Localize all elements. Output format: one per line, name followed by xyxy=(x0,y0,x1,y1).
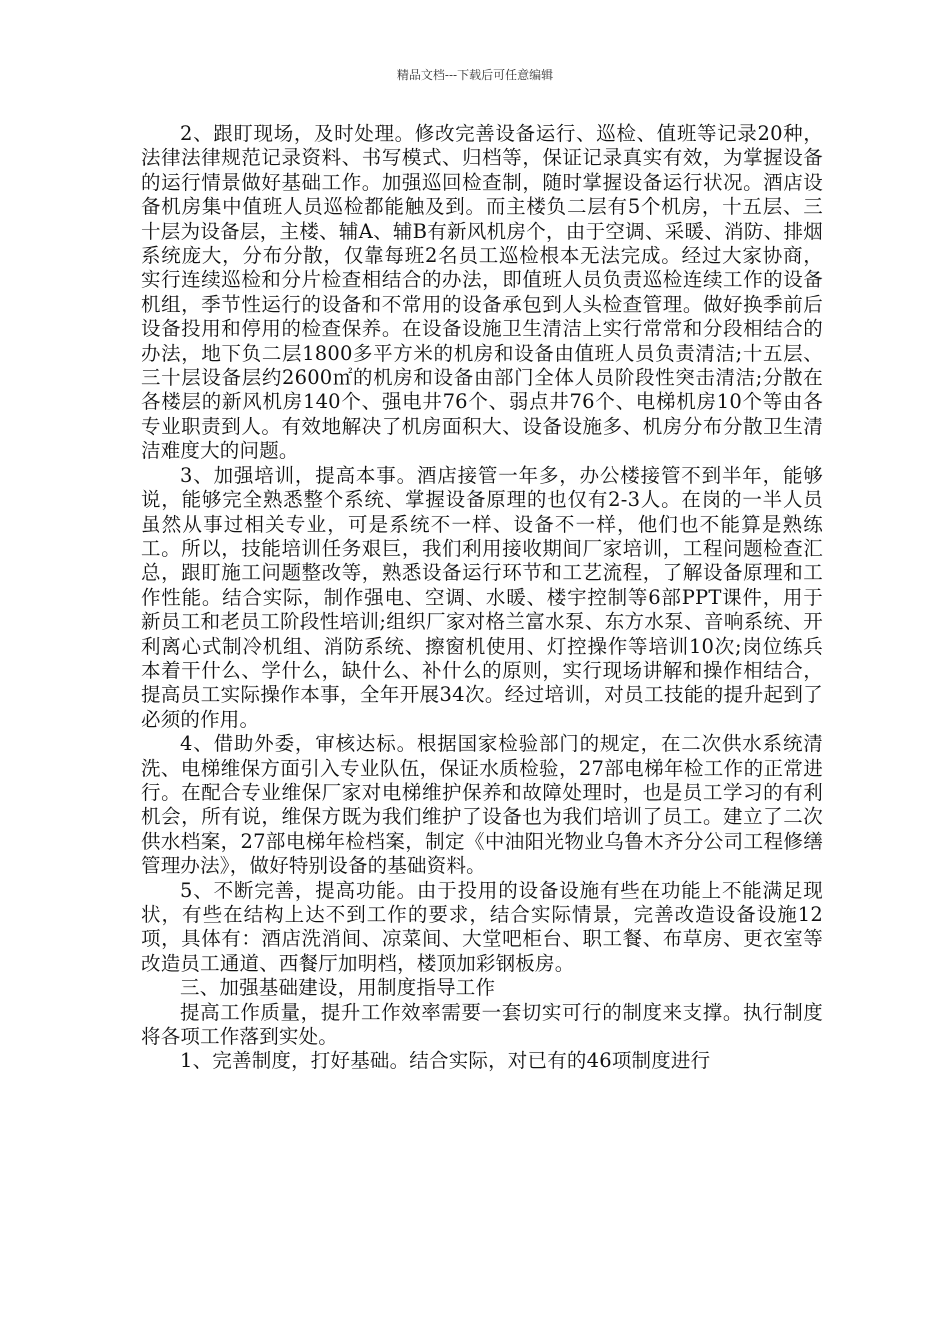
paragraph-5-improvement: 5、不断完善，提高功能。由于投用的设备设施有些在功能上不能满足现状，有些在结构上达不到工作的要求，结合实际情景，完善改造设备设施12项，具体有：酒店洗消间、凉菜间、大堂吧柜台、职工餐、布草房、更衣室等改造员工通道、西餐厅加明档，楼顶加彩钢板房。 xyxy=(141,878,823,975)
paragraph-section-intro: 提高工作质量，提升工作效率需要一套切实可行的制度来支撑。执行制度将各项工作落到实处。 xyxy=(141,1000,823,1049)
paragraph-1-rules: 1、完善制度，打好基础。结合实际，对已有的46项制度进行 xyxy=(180,1049,711,1073)
paragraph-3-training: 3、加强培训，提高本事。酒店接管一年多，办公楼接管不到半年，能够说，能够完全熟悉整个系统、掌握设备原理的也仅有2-3人。在岗的一半人员虽然从事过相关专业，可是系统不一样、设备不一样，他们也不能算是熟练工。所以，技能培训任务艰巨，我们利用接收期间厂家培训，工程问题检查汇总，跟盯施工问题整改等，熟悉设备运行环节和工艺流程，了解设备原理和工作性能。结合实际，制作强电、空调、水暖、楼宇控制等6部PPT课件，用于新员工和老员工阶段性培训;组织厂家对格兰富水泵、东方水泵、音响系统、开利离心式制冷机组、消防系统、擦窗机使用、灯控操作等培训10次;岗位练兵本着干什么、学什么，缺什么、补什么的原则，实行现场讲解和操作相结合，提高员工实际操作本事，全年开展34次。经过培训，对员工技能的提升起到了必须的作用。 xyxy=(141,463,823,731)
body-text xyxy=(141,122,823,1074)
page-header: 精品文档---下载后可任意编辑 xyxy=(396,68,554,82)
paragraph-2-follow-up: 2、跟盯现场，及时处理。修改完善设备运行、巡检、值班等记录20种，法律法律规范记录资料、书写模式、归档等，保证记录真实有效，为掌握设备的运行情景做好基础工作。加强巡回检查制，随时掌握设备运行状况。酒店设备机房集中值班人员巡检都能触及到。而主楼负二层有5个机房，十五层、三十层为设备层，主楼、辅A、辅B有新风机房个，由于空调、采暖、消防、排烟系统庞大，分布分散，仅靠每班2名员工巡检根本无法完成。经过大家协商，实行连续巡检和分片检查相结合的办法，即值班人员负责巡检连续工作的设备机组，季节性运行的设备和不常用的设备承包到人头检查管理。做好换季前后设备投用和停用的检查保养。在设备设施卫生清洁上实行常常和分段相结合的办法，地下负二层1800多平方米的机房和设备由值班人员负责清洁;十五层、三十层设备层约2600㎡的机房和设备由部门全体人员阶段性突击清洁;分散在各楼层的新风机房140个、强电井76个、弱点井76个、电梯机房10个等由各专业职责到人。有效地解决了机房面积大、设备设施多、机房分布分散卫生清洁难度大的问题。 xyxy=(141,122,823,463)
section-heading-3: 三、加强基础建设，用制度指导工作 xyxy=(180,976,496,1000)
paragraph-4-outsourcing: 4、借助外委，审核达标。根据国家检验部门的规定，在二次供水系统清洗、电梯维保方面引入专业队伍，保证水质检验，27部电梯年检工作的正常进行。在配合专业维保厂家对电梯维护保养和故障处理时，也是员工学习的有利机会，所有说，维保方既为我们维护了设备也为我们培训了员工。建立了二次供水档案，27部电梯年检档案，制定《中油阳光物业乌鲁木齐分公司工程修缮管理办法》，做好特别设备的基础资料。 xyxy=(141,732,823,878)
